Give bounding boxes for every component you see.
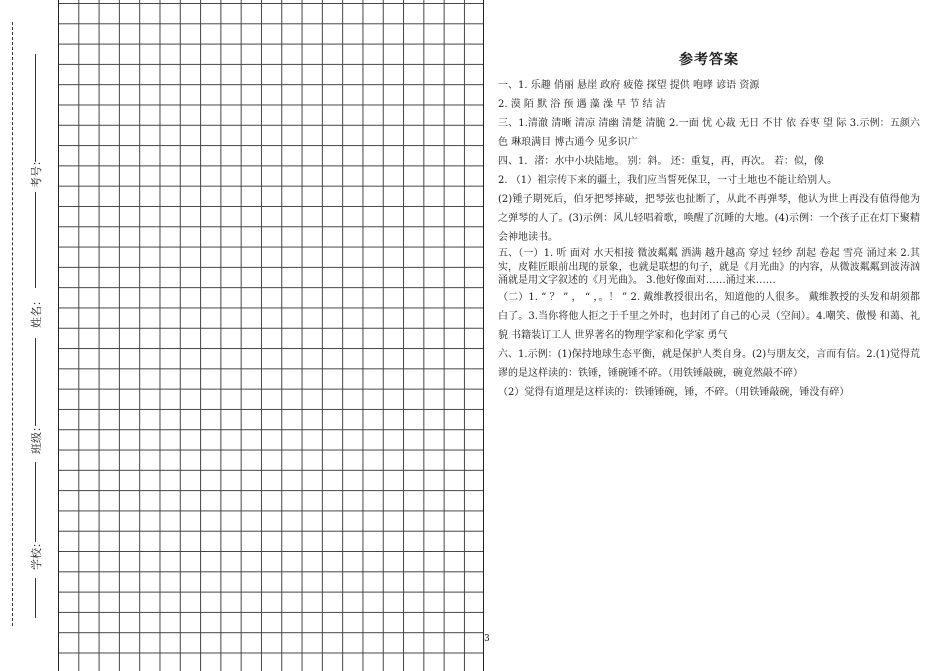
answer-line: 五、（一）1. 听 面对 水天相接 微波粼粼 洒满 越升越高 穿过 轻纱 刮起 卷起 雪亮 涌过来 2.其实，皮鞋匠眼前出现的景象，也就是联想的句子，就是《月光曲》的内容，从微波粼粼到波涛汹涌就是用文字叙述的《月光曲》。 3.他好像面对……涌过来…… <box>498 248 920 286</box>
answer-line: 六、1.示例：(1)保持地球生态平衡，就是保护人类自身。(2)与朋友交，言而有信。2.(1)觉得荒谬的是这样读的：铁锤，锤碗锤不碎。（用铁锤敲碗，碗竟然敲不碎） <box>498 348 920 379</box>
student-info-fields <box>26 0 46 671</box>
class-label: 班级： <box>30 421 43 454</box>
binding-margin <box>0 0 58 671</box>
answer-line: (2)锺子期死后，伯牙把琴摔破，把琴弦也扯断了，从此不再弹琴，他认为世上再没有值得他为之弹琴的人了。(3)示例：风儿轻唱着歌，唤醒了沉睡的大地。(4)示例：一个孩子正在灯下聚精会神地读书。 <box>498 194 920 243</box>
name-underline <box>35 338 36 426</box>
answer-line: （2）觉得有道理是这样读的：铁锤锤碗，锤，不碎。（用铁锤敲碗，锤没有碎） <box>498 386 850 398</box>
name-label: 姓名： <box>30 295 43 328</box>
answer-line: 三、1.清澈 清晰 清凉 清幽 清楚 清脆 2.一面 忧 心裁 无日 不甘 依 吞枣 望 际 3.示例：五颜六色 琳琅满目 博古通今 见多识广 <box>498 118 920 148</box>
page-number: 3 <box>484 634 490 644</box>
exam-no-underline <box>35 54 36 162</box>
answer-key <box>498 50 920 402</box>
name-underline-top <box>35 192 36 288</box>
composition-grid-paper <box>58 0 484 671</box>
binding-cut-line <box>12 22 13 626</box>
school-underline <box>35 578 36 618</box>
school-label: 学校： <box>30 537 43 570</box>
answer-key-title: 参考答案 <box>679 52 739 68</box>
answer-line: （二）1. “ ？ ” ， “ ，。！ ” 2. 戴维教授很出名，知道他的人很多。 戴维教授的头发和胡须都白了。3.当你将他人拒之于千里之外时，也封闭了自己的心灵（空间）。4.嘲笑、傲慢 和蔼、礼貌 书籍装订工人 世界著名的物理学家和化学家 勇气 <box>498 291 920 341</box>
answer-line: 四、1．渚：水中小块陆地。 别：斜。 还：重复，再，再次。 若：似，像 <box>498 156 824 167</box>
exam-no-label: 考号： <box>30 155 43 188</box>
class-underline <box>35 462 36 542</box>
answer-line: 2. （1）祖宗传下来的疆土，我们应当誓死保卫，一寸土地也不能让给别人。 <box>498 175 838 186</box>
answer-line: 一、1. 乐趣 俏丽 悬崖 政府 疲倦 探望 提供 咆哮 谚语 资源 <box>498 80 760 91</box>
answer-line: 2. 漠 陌 默 浴 预 遇 藻 澡 早 节 结 洁 <box>498 99 666 110</box>
